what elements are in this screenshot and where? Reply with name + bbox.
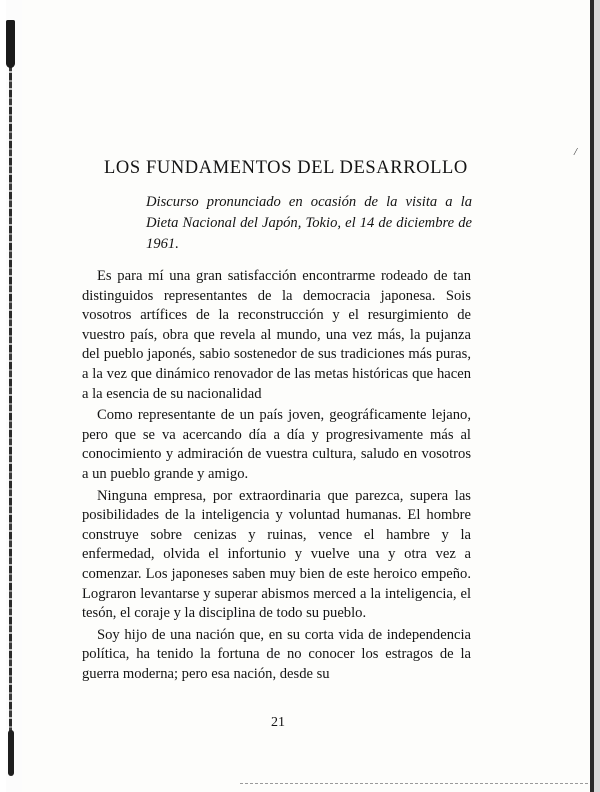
paragraph: Ninguna empresa, por extraordinaria que parezca, supera las posibilidades de la inteligencia y voluntad humanas. El hombre construye sobre cenizas y ruinas, vence el hambre y la enfermedad, olvida el infortunio y vuelve una y otra vez a comenzar. Los japoneses saben muy bien de este heroico empeño. Lograron levantarse y superar abismos merced a la inteligencia, el tesón, el coraje y la disciplina de todo su pueblo. <box>82 487 471 622</box>
right-page-shade <box>594 0 600 792</box>
binding-shadow-bottom <box>8 730 14 776</box>
chapter-title: LOS FUNDAMENTOS DEL DESARROLLO <box>104 158 468 178</box>
paragraph: Es para mí una gran satisfacción encontrarme rodeado de tan distinguidos representantes de la democracia japonesa. Sois vosotros artífices de la reconstrucción y el resurgimiento de vuestro país, obra que revela al mundo, una vez más, la pujanza del pueblo japonés, sabio sostenedor de sus tradiciones más puras, a la vez que dinámico renovador de las metas históricas que hacen a la esencia de su nacionalidad <box>82 268 471 402</box>
bottom-page-edge <box>240 783 590 784</box>
body-text <box>82 267 471 686</box>
paragraph: Como representante de un país joven, geográficamente lejano, pero que se va acercando día a día y progresivamente más al conocimiento y admiración de vuestra cultura, saludo en vosotros a un pueblo grande y amigo. <box>82 407 471 482</box>
binding-shadow-top <box>6 20 15 68</box>
paragraph: Soy hijo de una nación que, en su corta vida de independencia política, ha tenido la fortuna de no conocer los estragos de la guerra moderna; pero esa nación, desde su <box>82 626 471 682</box>
chapter-subtitle: Discurso pronunciado en ocasión de la visita a la Dieta Nacional del Japón, Tokio, el 14 de diciembre de 1961. <box>146 194 472 252</box>
edge-mark: / <box>574 146 578 158</box>
right-page-edge <box>590 0 594 792</box>
binding-shadow-line <box>9 22 12 770</box>
page-number: 21 <box>271 715 285 730</box>
